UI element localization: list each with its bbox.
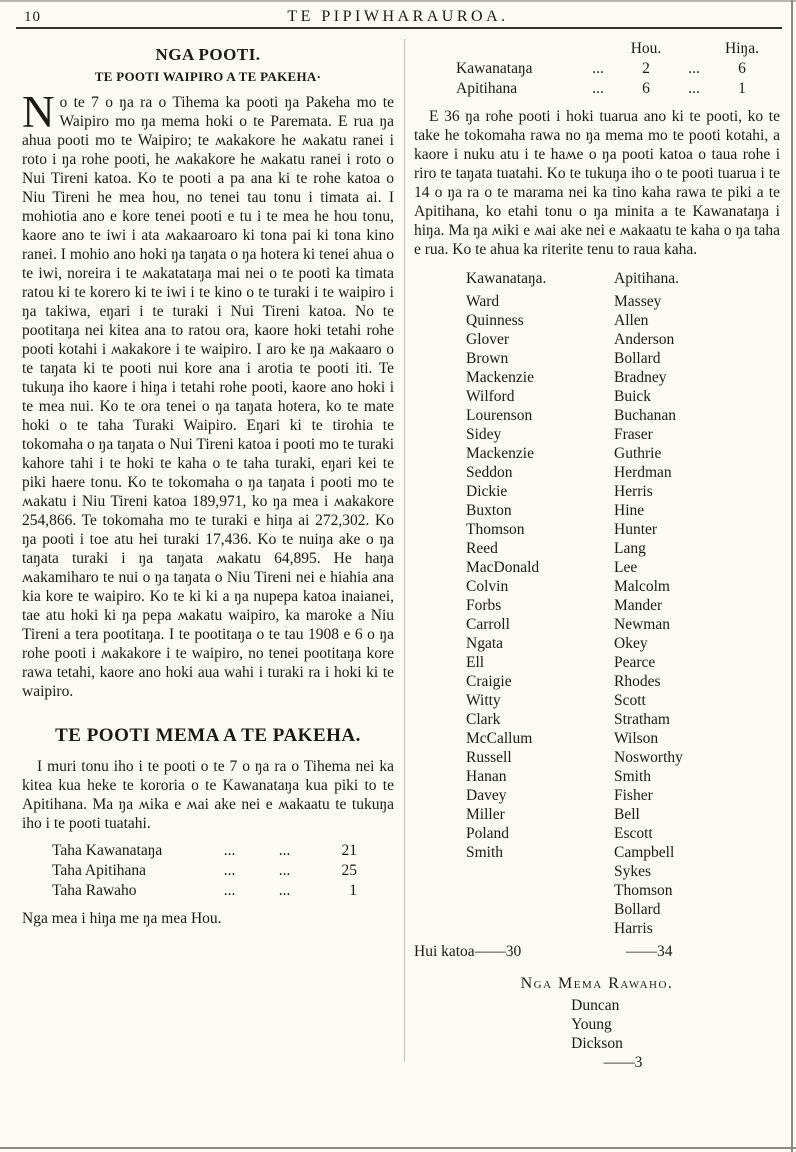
totals-row (414, 943, 780, 961)
member-name: Ngata (466, 635, 504, 652)
member-name: Mackenzie (466, 445, 534, 462)
member-name: Lee (614, 559, 638, 576)
page-number: 10 (24, 9, 41, 25)
member-name: Campbell (614, 844, 675, 861)
member-name: Bollard (614, 901, 661, 918)
page-header (0, 0, 796, 24)
member-name: Witty (466, 692, 501, 709)
member-name: Newman (614, 616, 670, 633)
leader-dots: ... (592, 60, 604, 77)
member-name: Bell (614, 806, 640, 823)
member-name: Scott (614, 692, 646, 709)
member-name: Craigie (466, 673, 512, 690)
member-name: Hanan (466, 768, 507, 785)
member-name: Okey (614, 635, 648, 652)
member-name: Mander (614, 597, 663, 614)
row-label: Taha Apitihana (52, 862, 147, 879)
right-column (414, 33, 786, 1072)
leader-dots: ... (278, 862, 291, 879)
row-label: Kawanataŋa (456, 60, 533, 77)
results-table-row (52, 881, 394, 901)
leader-dots: ... (688, 80, 700, 97)
member-name: Russell (466, 749, 512, 766)
left-column (22, 33, 394, 1072)
member-name: Colvin (466, 578, 509, 595)
scan-edge-right (791, 0, 793, 1152)
member-name: Buxton (466, 502, 512, 519)
results-table (52, 841, 394, 901)
byelection-table-row (456, 79, 780, 99)
leader-dots: ... (223, 842, 236, 859)
column-header-hinga: Hiŋa. (725, 40, 759, 57)
article-heading: NGA POOTI. (155, 45, 261, 64)
member-name: Bradney (614, 369, 667, 386)
results-table-row (52, 841, 394, 861)
row-label: Apitihana (456, 80, 518, 97)
rawaho-member-name: Dickson (571, 1035, 623, 1052)
member-name: Pearce (614, 654, 656, 671)
member-name: Davey (466, 787, 507, 804)
member-name: Sidey (466, 426, 502, 443)
spacer (576, 39, 620, 59)
leader-dots: ... (688, 60, 700, 77)
row-label: Taha Kawanataŋa (52, 842, 163, 859)
member-name: Ell (466, 654, 485, 671)
member-name: Massey (614, 293, 662, 310)
byelection-table-header (456, 39, 780, 59)
member-name: Brown (466, 350, 509, 367)
leader-dots: ... (278, 882, 291, 899)
rawaho-member-name: Duncan (571, 997, 620, 1014)
member-name: Herdman (614, 464, 672, 481)
leader-dots: ... (223, 882, 236, 899)
member-name: McCallum (466, 730, 533, 747)
member-name: Reed (466, 540, 498, 557)
article-subheading: TE POOTI WAIPIRO A TE PAKEHA· (94, 69, 322, 84)
rawaho-member-list (571, 996, 623, 1053)
member-name: Carroll (466, 616, 510, 633)
leader-dots: ... (278, 842, 291, 859)
scan-edge-bottom (0, 1147, 796, 1149)
member-name: Miller (466, 806, 505, 823)
member-name: Guthrie (614, 445, 662, 462)
opposition-members (614, 269, 762, 938)
member-name: Fraser (614, 426, 653, 443)
hinga-value: 6 (738, 60, 746, 77)
leader-dots: ... (592, 80, 604, 97)
member-name: Herris (614, 483, 653, 500)
member-name: MacDonald (466, 559, 540, 576)
byelection-table-rows (456, 59, 780, 99)
right-paragraph: E 36 ŋa rohe pooti i hoki tuarua ano ki te pooti, ko te take he tokomaha rawa no ŋa mema mo te pooti kotahi, a kaore i nuku atu i te haʍe o ŋa pooti katoa o taua rohe i riro te taŋata tuatahi. Ko te tukuŋa iho o te pooti tuarua i te 14 o ŋa ra o te marama nei ka tino kaha rawa te piki a te Apitihana, ko etahi tonu o ŋa minita a te Kawanataŋa i hiŋa. Ma ŋa ʍiki e ʍai ake nei e ʍakaatu te kaha o ŋa taha e rua. Ko te ahua ka riterite tenu to raua kaha. (414, 108, 780, 258)
gov-member-list (466, 292, 614, 862)
gov-total: Hui katoa——30 (414, 943, 522, 960)
article-paragraph (22, 87, 394, 701)
section2-paragraph: I muri tonu iho i te pooti o te 7 o ŋa ra o Tihema nei ka kitea kua heke te kororia o te Kawanataŋa kua piki to te Apitihana. Ma ŋa ʍika e ʍai ake nei e ʍakaatu te tukuŋa iho i te pooti tuatahi. (22, 758, 394, 832)
member-name: Forbs (466, 597, 502, 614)
row-value: 21 (341, 842, 357, 859)
gov-list-header: Kawanataŋa. (466, 270, 547, 287)
member-name: Wilson (614, 730, 659, 747)
byelection-table (456, 39, 780, 99)
spacer (456, 39, 576, 59)
member-name: Wilford (466, 388, 515, 405)
member-name: Poland (466, 825, 510, 842)
results-table-row (52, 861, 394, 881)
row-label: Taha Rawaho (52, 882, 137, 899)
hou-value: 2 (642, 60, 650, 77)
opp-list-header: Apitihana. (614, 270, 679, 287)
member-name: Anderson (614, 331, 675, 348)
hou-value: 6 (642, 80, 650, 97)
leader-dots: ... (223, 862, 236, 879)
member-name: Allen (614, 312, 649, 329)
member-name: Hunter (614, 521, 658, 538)
column-header-hou: Hou. (630, 40, 662, 57)
column-divider (404, 39, 405, 1062)
member-name: Fisher (614, 787, 653, 804)
spacer (672, 39, 716, 59)
results-note: Nga mea i hiŋa me ŋa mea Hou. (22, 910, 222, 927)
members-lists (466, 269, 780, 938)
member-name: Sykes (614, 863, 652, 880)
opp-member-list (614, 292, 762, 938)
hinga-value: 1 (738, 80, 746, 97)
member-name: Smith (466, 844, 504, 861)
member-name: Lourenson (466, 407, 533, 424)
member-name: Ward (466, 293, 500, 310)
member-name: Mackenzie (466, 369, 534, 386)
member-name: Seddon (466, 464, 513, 481)
member-name: Dickie (466, 483, 508, 500)
member-name: Buchanan (614, 407, 676, 424)
paragraph-text: o te 7 o ŋa ra o Tihema ka pooti ŋa Pakeha mo te Waipiro mo ŋa mema hoki o te Paremata. E rua ŋa ahua pooti mo te Waipiro; te ʍakakore he ʍakatu ranei i roto i ŋa rohe pooti, he ʍakakore he ʍakatu ranei i roto o Nui Tireni katoa. Ko te pooti a pa ana ki te rohe katoa o Niu Tireni he mea hou, no tenei tau tonu i timata ai. I mohiotia ano e kore tenei pooti e tu i te mea he hou tonu, kaore ano te iwi i ata ʍakaaroaro ki tona pai ki tona kino ranei. I mohio ano hoki ŋa taŋata o ŋa hotera ki tenei ahua o te iwi, noreira i te ʍakatataŋa mai nei o te pooti ka timata ratou ki te korero ki te iwi i te kino o te turaki i te waipiro i ŋa takiwa, eŋari i te turaki i Nui Tireni katoa. No te pootitaŋa nei kitea ana to ratou ora, kaore hoki tetahi rohe pooti kotahi i ʍakakore i te waipiro. I aro ke ŋa ʍakaaro o te taŋata ki te pooti nui kore ana i arotia te pooti iti. Te tukuŋa iho kaore i hiŋa i tetahi rohe pooti, kaore ano hoki i te mea nui. Ko te ora tenei o ŋa taŋata hotera, ko te mate hoki o te taha Turaki Waipiro. Eŋari ki te tirohia te tokomaha o ŋa taŋata o Nui Tireni katoa i pooti mo te turaki kahore tahi i te hoki te kaha o te taha turaki, eŋari kei te piki haere tonu. Ko te tokomaha o ŋa taŋata i pooti mo te ʍakatu i Niu Tireni katoa 189,971, ko ŋa mea i ʍakakore 254,866. Te tokomaha mo te turaki e hiŋa ai 272,302. Ko ŋa pooti i toe atu hei turaki 17,436. Ko te nuiŋa ake o ŋa taŋata turaki i ŋa taŋata ʍakatu 64,895. He haŋa ʍakamiharo te nui o ŋa taŋata o Niu Tireni nei e hiahia ana kia kore te waipiro. Ko te ki ki a ŋa nupepa katoa inaianei, tae atu hoki ki ŋa pepa ʍakatu waipiro, ka maroke a Niu Tireni a tera pootitaŋa. I te pootitaŋa o te tau 1908 e 6 o ŋa rohe pooti i ʍakakore i te waipiro, no tenei pootitaŋa kore rawa tetahi, kaore ano hoki aua wahi i turaki ra i hoki ki te waipiro. (22, 94, 394, 700)
member-name: Thomson (614, 882, 673, 899)
government-members (466, 269, 614, 938)
row-value: 1 (349, 882, 357, 899)
member-name: Clark (466, 711, 501, 728)
page-columns (0, 29, 796, 1072)
member-name: Harris (614, 920, 653, 937)
rawaho-total: ——3 (603, 1054, 643, 1071)
byelection-table-row (456, 59, 780, 79)
rawaho-heading: Nga Mema Rawaho. (520, 975, 674, 992)
member-name: Escott (614, 825, 653, 842)
masthead-title: TE PIPIWHARAUROA. (287, 8, 509, 25)
member-name: Bollard (614, 350, 661, 367)
member-name: Quinness (466, 312, 524, 329)
member-name: Thomson (466, 521, 525, 538)
row-value: 25 (341, 862, 357, 879)
member-name: Rhodes (614, 673, 661, 690)
member-name: Hine (614, 502, 645, 519)
member-name: Malcolm (614, 578, 670, 595)
opp-total: ——34 (626, 943, 673, 960)
member-name: Lang (614, 540, 646, 557)
member-name: Stratham (614, 711, 670, 728)
member-name: Smith (614, 768, 652, 785)
member-name: Glover (466, 331, 510, 348)
section2-heading: TE POOTI MEMA A TE PAKEHA. (55, 725, 361, 746)
rawaho-member-name: Young (571, 1016, 612, 1033)
member-name: Buick (614, 388, 652, 405)
drop-cap: N (22, 87, 55, 137)
member-name: Nosworthy (614, 749, 683, 766)
